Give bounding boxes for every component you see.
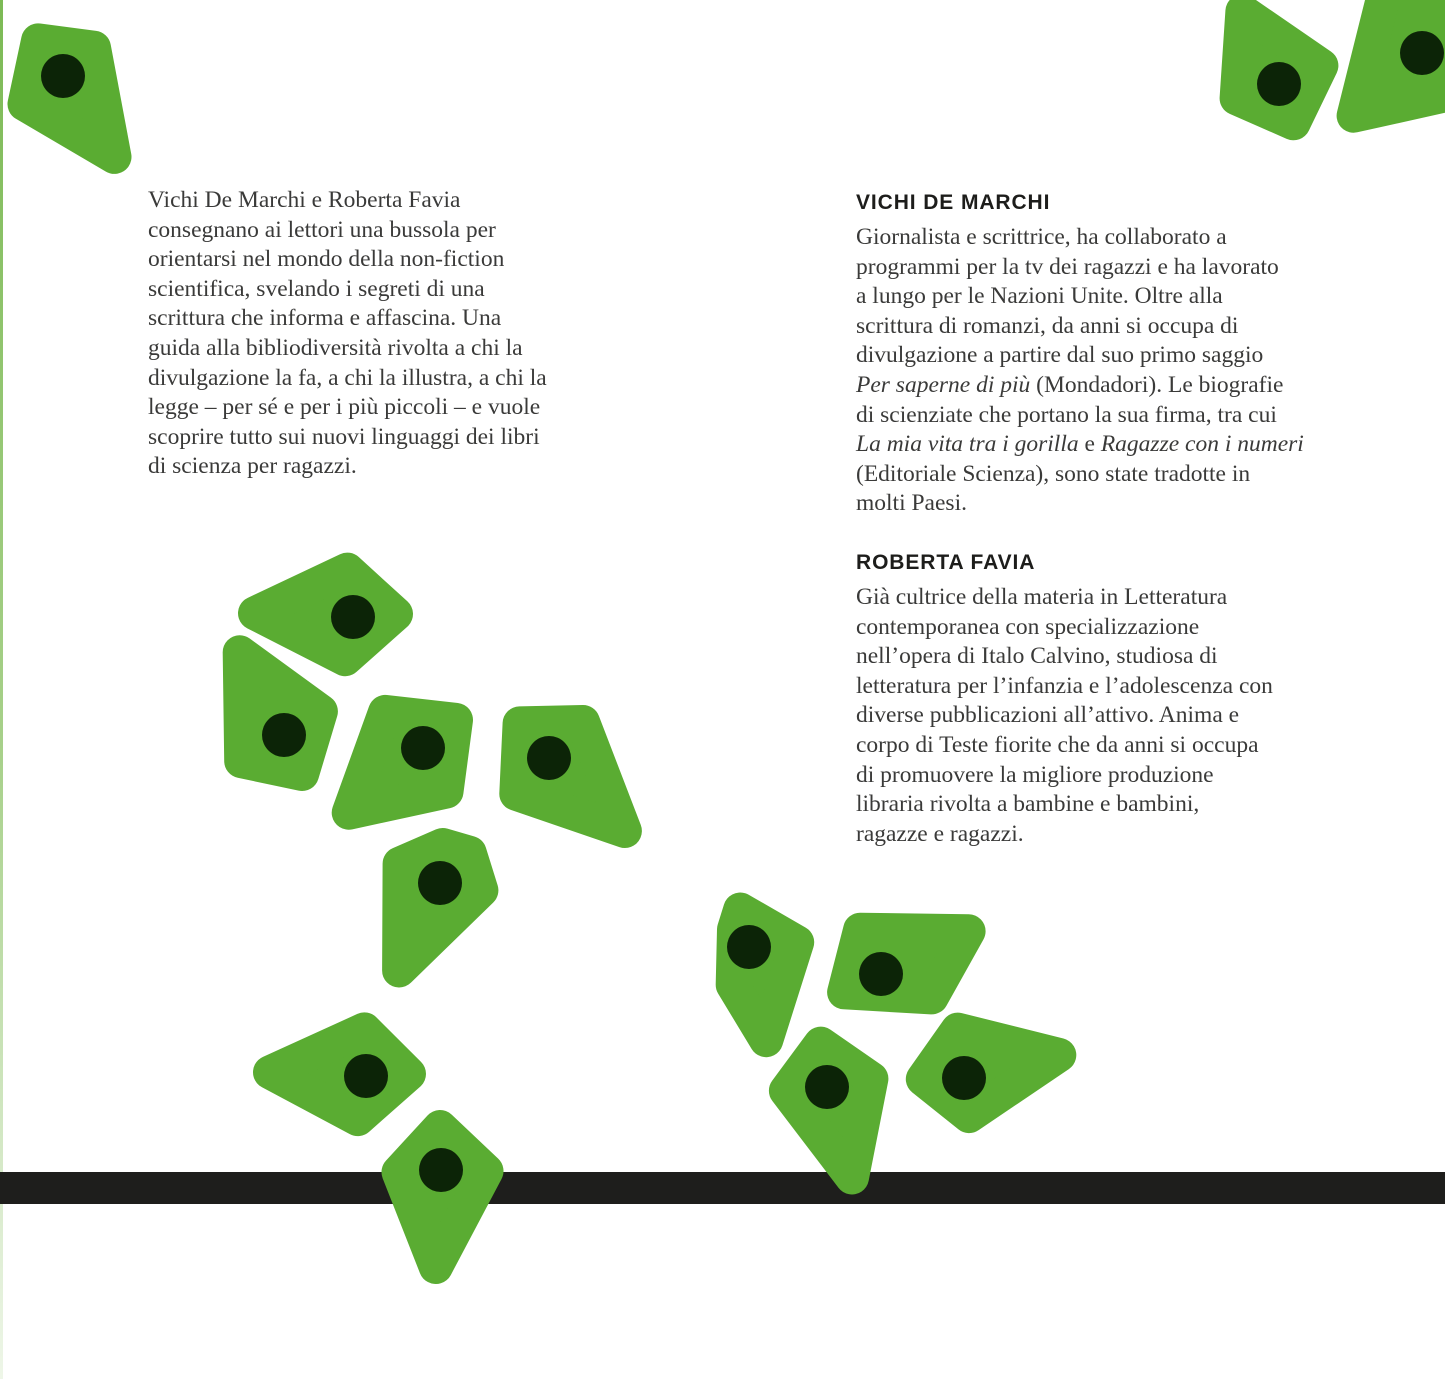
text-segment: divulgazione a partire dal suo primo saggio <box>856 342 1264 369</box>
text-segment: letteratura per l’infanzia e l’adolescenza con <box>856 672 1273 699</box>
text-segment: corpo di Teste fiorite che da anni si occupa <box>856 731 1259 758</box>
bio-heading-vichi-de-marchi: VICHI DE MARCHI <box>856 191 1051 214</box>
text-segment: libraria rivolta a bambine e bambini, <box>856 791 1200 818</box>
text-segment: scrittura che informa e affascina. Una <box>148 305 502 332</box>
bio-text-roberta-favia <box>856 583 1366 849</box>
text-segment: di scienza per ragazzi. <box>148 453 357 480</box>
text-segment: guida alla bibliodiversità rivolta a chi la <box>148 334 523 361</box>
text-segment: nell’opera di Italo Calvino, studiosa di <box>856 643 1218 670</box>
text-segment: consegnano ai lettori una bussola per <box>148 216 496 243</box>
flap-intro-paragraph <box>148 186 628 482</box>
text-segment: di scienziate che portano la sua firma, tra cui <box>856 401 1277 428</box>
author-bios <box>856 189 1366 849</box>
text-segment: diverse pubblicazioni all’attivo. Anima e <box>856 702 1240 729</box>
text-segment: Giornalista e scrittrice, ha collaborato a <box>856 224 1227 250</box>
text-segment: di promuovere la migliore produzione <box>856 761 1214 788</box>
text-segment: divulgazione la fa, a chi la illustra, a chi la <box>148 364 547 391</box>
text-segment: Già cultrice della materia in Letteratura <box>856 583 1228 610</box>
text-segment: ragazze e ragazzi. <box>856 820 1024 847</box>
text-segment: legge – per sé e per i più piccoli – e vuole <box>148 394 541 421</box>
bio-heading-roberta-favia: ROBERTA FAVIA <box>856 550 1036 574</box>
bio-text-vichi-de-marchi <box>856 223 1366 519</box>
text-segment: scoprire tutto sui nuovi linguaggi dei libri <box>148 423 540 450</box>
text-segment: (Editoriale Scienza), sono state tradotte in <box>856 460 1251 487</box>
text-segment: programmi per la tv dei ragazzi e ha lavorato <box>856 253 1279 280</box>
text-segment: (Mondadori). Le biografie <box>1030 371 1284 398</box>
text-segment: a lungo per le Nazioni Unite. Oltre alla <box>856 283 1223 310</box>
text-segment: scientifica, svelando i segreti di una <box>148 275 485 302</box>
text-segment: e <box>1078 431 1101 458</box>
bio-section-roberta-favia <box>856 549 1366 849</box>
text-segment: orientarsi nel mondo della non-fiction <box>148 246 505 273</box>
italic-book-title: La mia vita tra i gorilla <box>856 431 1079 458</box>
text-segment: Vichi De Marchi e Roberta Favia <box>148 187 461 213</box>
italic-book-title: Per saperne di più <box>856 371 1031 398</box>
bio-section-vichi-de-marchi <box>856 189 1366 519</box>
text-segment: scrittura di romanzi, da anni si occupa di <box>856 312 1239 339</box>
italic-book-title: Ragazze con i numeri <box>1100 431 1304 458</box>
text-segment: molti Paesi. <box>856 490 967 517</box>
text-segment: contemporanea con specializzazione <box>856 613 1200 640</box>
